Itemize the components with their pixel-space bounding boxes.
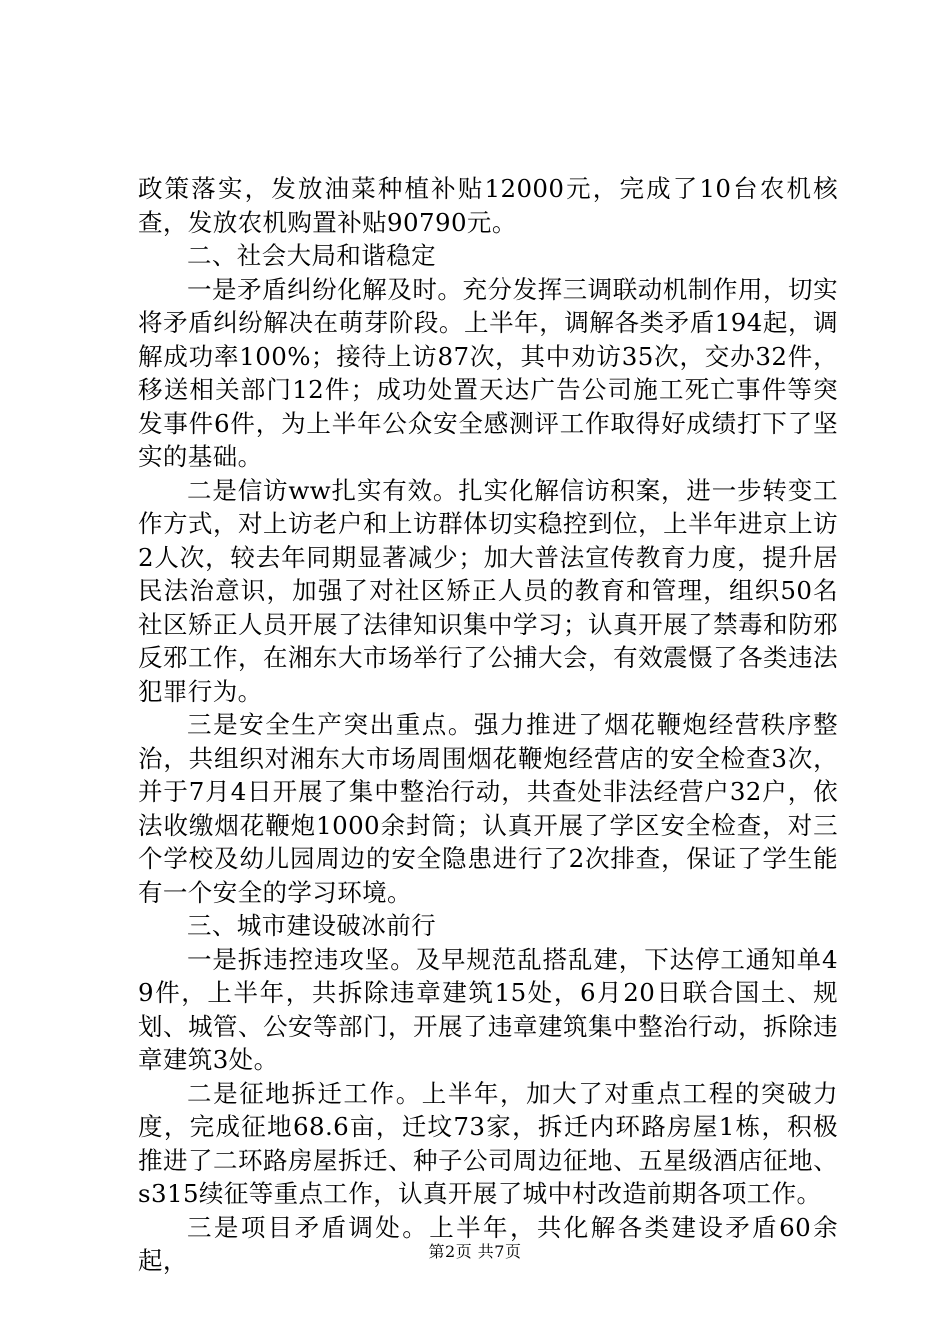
section-heading-3: 三、城市建设破冰前行: [187, 911, 436, 940]
page-number-footer: 第2页 共7页: [428, 1242, 522, 1261]
paragraph-1: 政策落实，发放油菜种植补贴12000元，完成了10台农机核查，发放农机购置补贴90790元。: [138, 174, 838, 237]
paragraph-9: 三是项目矛盾调处。上半年，共化解各类建设矛盾60余起，: [138, 1212, 838, 1275]
paragraph-5: 三是安全生产突出重点。强力推进了烟花鞭炮经营秩序整治，共组织对湘东大市场周围烟花鞭炮经营店的安全检查3次，并于7月4日开展了集中整治行动，共查处非法经营户32户，依法收缴烟花鞭炮1000余封筒；认真开展了学区安全检查，对三个学校及幼儿园周边的安全隐患进行了2次排查，保证了学生能有一个安全的学习环境。: [138, 710, 838, 907]
section-heading-2: 二、社会大局和谐稳定: [187, 241, 436, 270]
paragraph-4: 二是信访ww扎实有效。扎实化解信访积案，进一步转变工作方式，对上访老户和上访群体切实稳控到位，上半年进京上访2人次，较去年同期显著减少；加大普法宣传教育力度，提升居民法治意识，加强了对社区矫正人员的教育和管理，组织50名社区矫正人员开展了法律知识集中学习；认真开展了禁毒和防邪反邪工作，在湘东大市场举行了公捕大会，有效震慑了各类违法犯罪行为。: [138, 475, 838, 706]
paragraph-8: 二是征地拆迁工作。上半年，加大了对重点工程的突破力度，完成征地68.6亩，迁坟73家，拆迁内环路房屋1栋，积极推进了二环路房屋拆迁、种子公司周边征地、五星级酒店征地、s315续征等重点工作，认真开展了城中村改造前期各项工作。: [138, 1078, 838, 1208]
paragraph-3: 一是矛盾纠纷化解及时。充分发挥三调联动机制作用，切实将矛盾纠纷解决在萌芽阶段。上半年，调解各类矛盾194起，调解成功率100%；接待上访87次，其中劝访35次，交办32件，移送相关部门12件；成功处置天达广告公司施工死亡事件等突发事件6件，为上半年公众安全感测评工作取得好成绩打下了坚实的基础。: [138, 274, 838, 471]
document-body: [138, 172, 838, 1278]
paragraph-7: 一是拆违控违攻坚。及早规范乱搭乱建，下达停工通知单49件，上半年，共拆除违章建筑15处，6月20日联合国土、规划、城管、公安等部门，开展了违章建筑集中整治行动，拆除违章建筑3处。: [138, 944, 838, 1074]
